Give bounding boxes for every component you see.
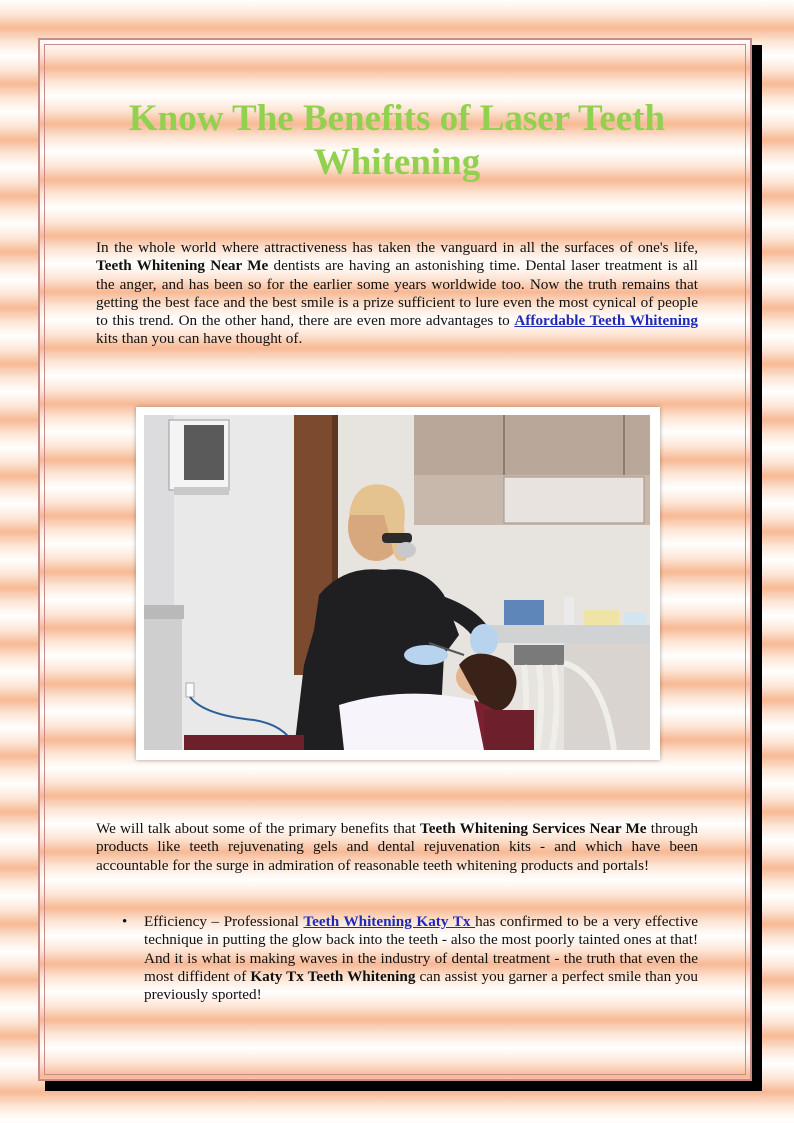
benefits-bold-keyword: Teeth Whitening Services Near Me	[420, 820, 647, 837]
dental-photo-illustration	[144, 415, 650, 750]
bullet-icon: •	[122, 914, 128, 930]
bullet-text-3: can assist you garner a perfect smile than you previously sported!	[144, 967, 699, 1004]
dental-photo-frame	[136, 407, 660, 760]
benefits-intro-paragraph	[96, 820, 698, 875]
benefits-text-1: We will talk about some of the primary benefits that	[96, 820, 421, 837]
intro-text-1: In the whole world where attractiveness has taken the vanguard in all the surfaces of one's life,	[96, 239, 698, 256]
intro-paragraph	[96, 239, 698, 349]
intro-text-2: dentists are having an astonishing time. Dental laser treatment is all the anger, and has been so for the earlier some years worldwide too. Now the truth remains that getting the best face and the best smile is a prize sufficient to lure even the most cynical of people to this trend. On the other hand, there are even more advantages to	[96, 257, 698, 330]
page-frame	[38, 38, 752, 1081]
affordable-teeth-whitening-link[interactable]: Affordable Teeth Whitening	[514, 312, 698, 330]
benefits-list	[122, 913, 699, 1004]
teeth-whitening-katy-tx-link[interactable]: Teeth Whitening Katy Tx	[303, 913, 476, 930]
bullet-bold-keyword: Katy Tx Teeth Whitening	[250, 967, 416, 985]
page-title: Know The Benefits of Laser Teeth Whitening	[128, 98, 666, 183]
intro-bold-keyword: Teeth Whitening Near Me	[96, 257, 269, 275]
benefits-text-2: through products like teeth rejuvenating gels and dental rejuvenation kits - and which have been accountable for the surge in admiration of reasonable teeth whitening products and portals!	[96, 820, 698, 874]
dental-photo	[144, 415, 650, 750]
list-item	[122, 913, 699, 1004]
bullet-text-1: Efficiency – Professional	[144, 913, 304, 930]
intro-text-3: kits than you can have thought of.	[96, 330, 303, 348]
bullet-text-2: has confirmed to be a very effective technique in putting the glow back into the teeth - also the most poorly tainted ones at that! And it is what is making waves in the industry of dental treatment - the truth that even the most diffident of	[144, 913, 698, 985]
